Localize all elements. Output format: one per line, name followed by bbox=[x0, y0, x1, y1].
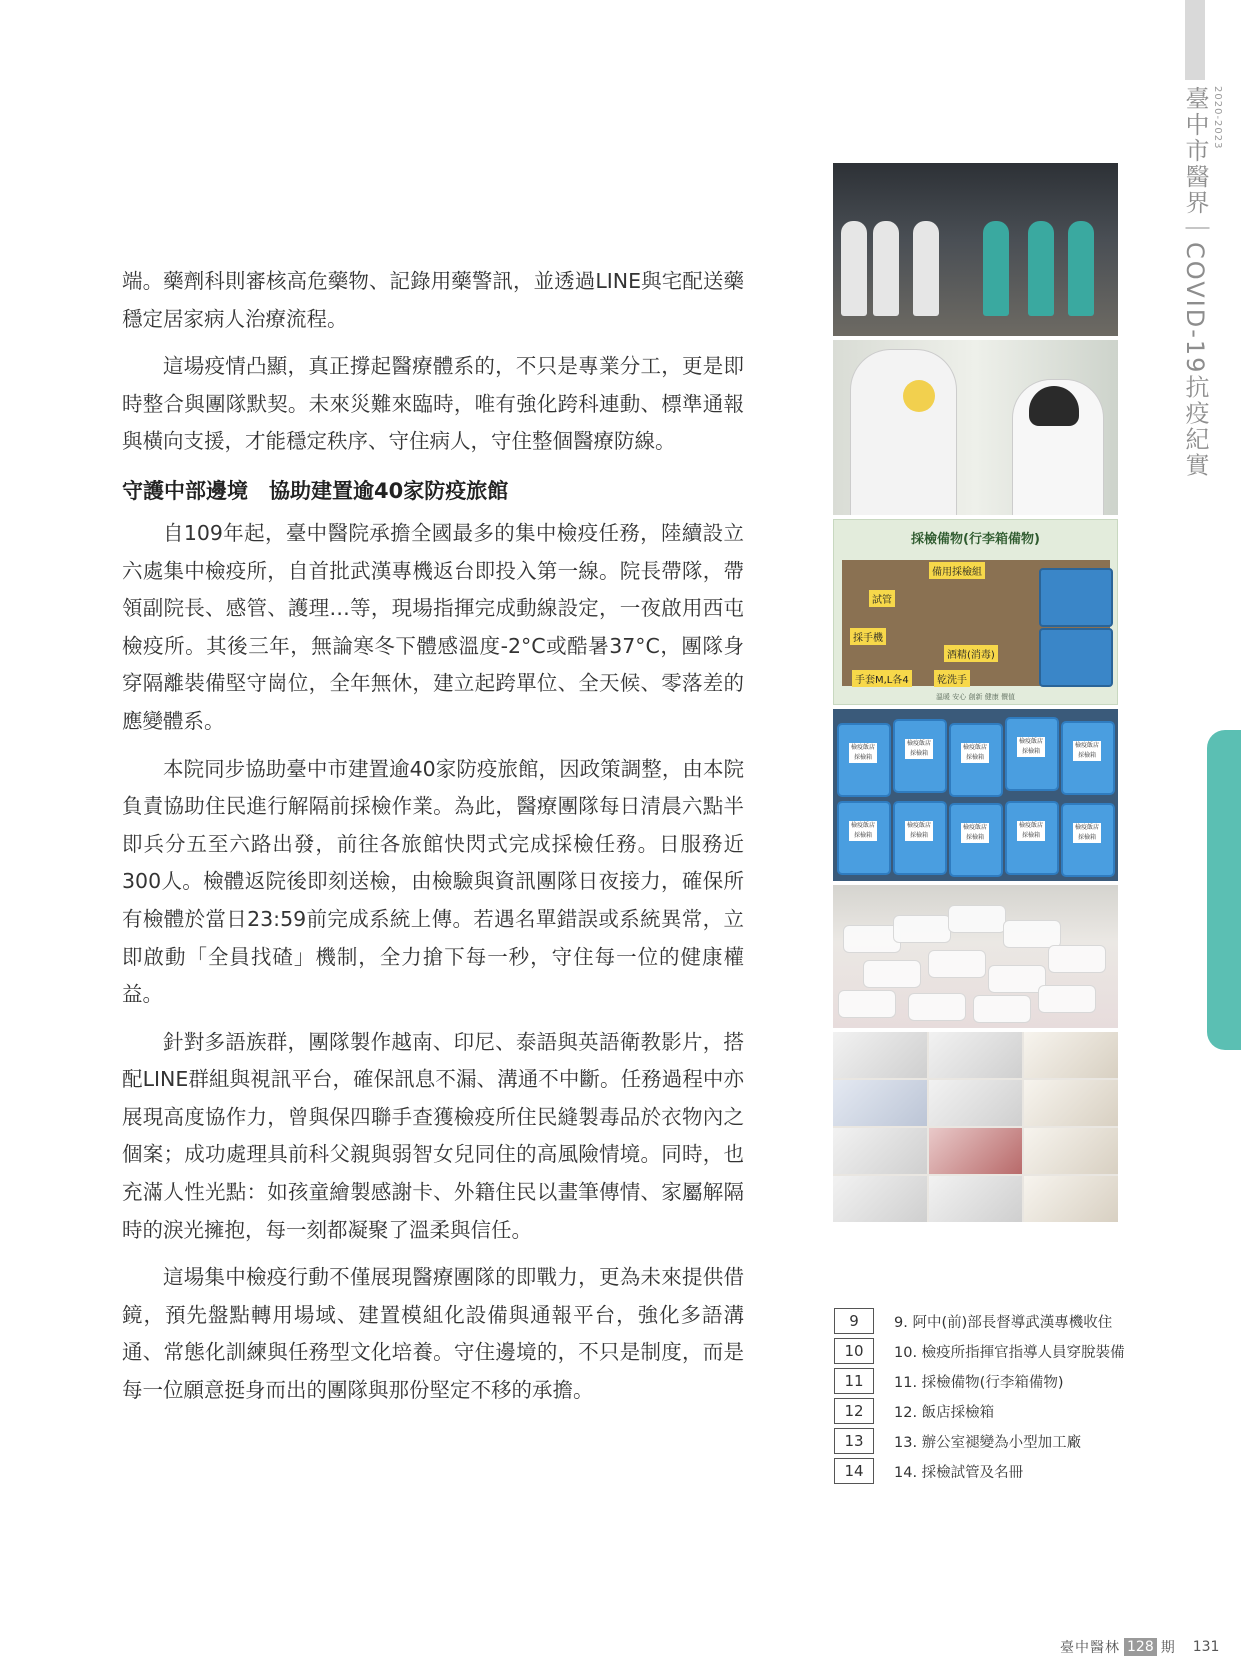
photo-11-title: 採檢備物(行李箱備物) bbox=[911, 532, 1040, 547]
article-body bbox=[122, 263, 744, 1420]
cooler-label: 檢疫飯店採檢箱 bbox=[1074, 742, 1099, 759]
cooler-label: 檢疫飯店採檢箱 bbox=[1018, 738, 1043, 755]
caption-number: 14 bbox=[834, 1458, 874, 1484]
cooler-label: 檢疫飯店採檢箱 bbox=[1074, 824, 1099, 841]
caption-text: 14. 採檢試管及名冊 bbox=[894, 1464, 1024, 1481]
cooler-label: 檢疫飯店採檢箱 bbox=[1018, 822, 1043, 839]
paragraph-3: 自109年起，臺中醫院承擔全國最多的集中檢疫任務，陸續設立六處集中檢疫所，自首批武漢專機返台即投入第一線。院長帶隊，帶領副院長、感管、護理…等，現場指揮完成動線設定，一夜啟用西屯檢疫所。其後三年，無論寒冬下體感溫度-2°C或酷暑37°C，團隊身穿隔離裝備堅守崗位，全年無休，建立起跨單位、全天候、零落差的應變體系。 bbox=[122, 520, 744, 733]
header-gray-bar bbox=[1185, 0, 1205, 80]
paragraph-1: 端。藥劑科則審核高危藥物、記錄用藥警訊，並透過LINE與宅配送藥穩定居家病人治療流程。 bbox=[122, 269, 744, 331]
caption-number: 9 bbox=[834, 1308, 874, 1334]
tag-test-tube: 試管 bbox=[869, 590, 895, 607]
caption-number: 12 bbox=[834, 1398, 874, 1424]
photo-11-footer: 溫暖 安心 創新 健康 價值 bbox=[936, 693, 1015, 701]
photo-13-office-packing bbox=[833, 885, 1118, 1028]
tag-alcohol: 酒精(消毒) bbox=[944, 645, 998, 662]
page-footer bbox=[1060, 1637, 1219, 1657]
caption-row bbox=[834, 1456, 1174, 1486]
photo-column bbox=[833, 163, 1118, 1226]
paragraph-5: 針對多語族群，團隊製作越南、印尼、泰語與英語衛教影片，搭配LINE群組與視訊平台，確保訊息不漏、溝通不中斷。任務過程中亦展現高度協作力，曾與保四聯手查獲檢疫所住民縫製毒品於衣物內之個案；成功處理具前科父親與弱智女兒同住的高風險情境。同時，也充滿人性光點：如孩童繪製感謝卡、外籍住民以畫筆傳情、家屬解隔時的淚光擁抱，每一刻都凝聚了溫柔與信任。 bbox=[122, 1029, 744, 1242]
caption-number: 11 bbox=[834, 1368, 874, 1394]
cooler-label: 檢疫飯店採檢箱 bbox=[850, 822, 875, 839]
cooler-label: 檢疫飯店採檢箱 bbox=[906, 822, 931, 839]
tag-gloves: 手套M,L各4 bbox=[852, 670, 912, 687]
side-title: 臺中市醫界｜COVID-19抗疫紀實 bbox=[1181, 86, 1209, 479]
side-year: 2020-2023 bbox=[1212, 86, 1223, 150]
section-tab bbox=[1207, 730, 1241, 1050]
cooler-label: 檢疫飯店採檢箱 bbox=[962, 744, 987, 761]
caption-text: 9. 阿中(前)部長督導武漢專機收住 bbox=[894, 1314, 1113, 1331]
caption-row bbox=[834, 1306, 1174, 1336]
paragraph-6: 這場集中檢疫行動不僅展現醫療團隊的即戰力，更為未來提供借鏡，預先盤點轉用場域、建置模組化設備與通報平台，強化多語溝通、常態化訓練與任務型文化培養。守住邊境的，不只是制度，而是每一位願意挺身而出的團隊與那份堅定不移的承擔。 bbox=[122, 1265, 744, 1403]
caption-row bbox=[834, 1396, 1174, 1426]
magazine-name: 臺中醫林 bbox=[1060, 1640, 1120, 1656]
page-number: 131 bbox=[1192, 1639, 1220, 1655]
cooler-label: 檢疫飯店採檢箱 bbox=[850, 744, 875, 761]
cooler-label: 檢疫飯店採檢箱 bbox=[906, 740, 931, 757]
issue-suffix: 期 bbox=[1160, 1640, 1175, 1656]
caption-text: 12. 飯店採檢箱 bbox=[894, 1404, 995, 1421]
section-heading: 守護中部邊境 協助建置逾40家防疫旅館 bbox=[122, 478, 509, 503]
photo-11-sampling-kit bbox=[833, 519, 1118, 705]
caption-text: 10. 檢疫所指揮官指導人員穿脫裝備 bbox=[894, 1344, 1125, 1361]
caption-number: 10 bbox=[834, 1338, 874, 1364]
issue-number: 128 bbox=[1124, 1638, 1157, 1656]
cooler-label: 檢疫飯店採檢箱 bbox=[962, 824, 987, 841]
photo-captions bbox=[834, 1306, 1174, 1486]
tag-phone: 採手機 bbox=[850, 628, 886, 645]
tag-spare-kit: 備用採檢組 bbox=[929, 562, 985, 579]
caption-row bbox=[834, 1366, 1174, 1396]
photo-14-test-tubes-roster bbox=[833, 1032, 1118, 1222]
photo-12-cooler-boxes bbox=[833, 709, 1118, 881]
paragraph-4: 本院同步協助臺中市建置逾40家防疫旅館，因政策調整，由本院負責協助住民進行解隔前採檢作業。為此，醫療團隊每日清晨六點半即兵分五至六路出發，前往各旅館快閃式完成採檢任務。日服務近300人。檢體返院後即刻送檢，由檢驗與資訊團隊日夜接力，確保所有檢體於當日23:59前完成系統上傳。若遇名單錯誤或系統異常，立即啟動「全員找碴」機制，全力搶下每一秒，守住每一位的健康權益。 bbox=[122, 756, 744, 1007]
caption-row bbox=[834, 1336, 1174, 1366]
caption-text: 13. 辦公室褪變為小型加工廠 bbox=[894, 1434, 1082, 1451]
caption-number: 13 bbox=[834, 1428, 874, 1454]
caption-text: 11. 採檢備物(行李箱備物) bbox=[894, 1374, 1064, 1391]
paragraph-2: 這場疫情凸顯，真正撐起醫療體系的，不只是專業分工，更是即時整合與團隊默契。未來災難來臨時，唯有強化跨科連動、標準通報與橫向支援，才能穩定秩序、守住病人，守住整個醫療防線。 bbox=[122, 354, 744, 454]
photo-9-airport-reception bbox=[833, 163, 1118, 336]
caption-row bbox=[834, 1426, 1174, 1456]
photo-10-ppe-training bbox=[833, 340, 1118, 515]
tag-sanitizer: 乾洗手 bbox=[934, 670, 970, 687]
